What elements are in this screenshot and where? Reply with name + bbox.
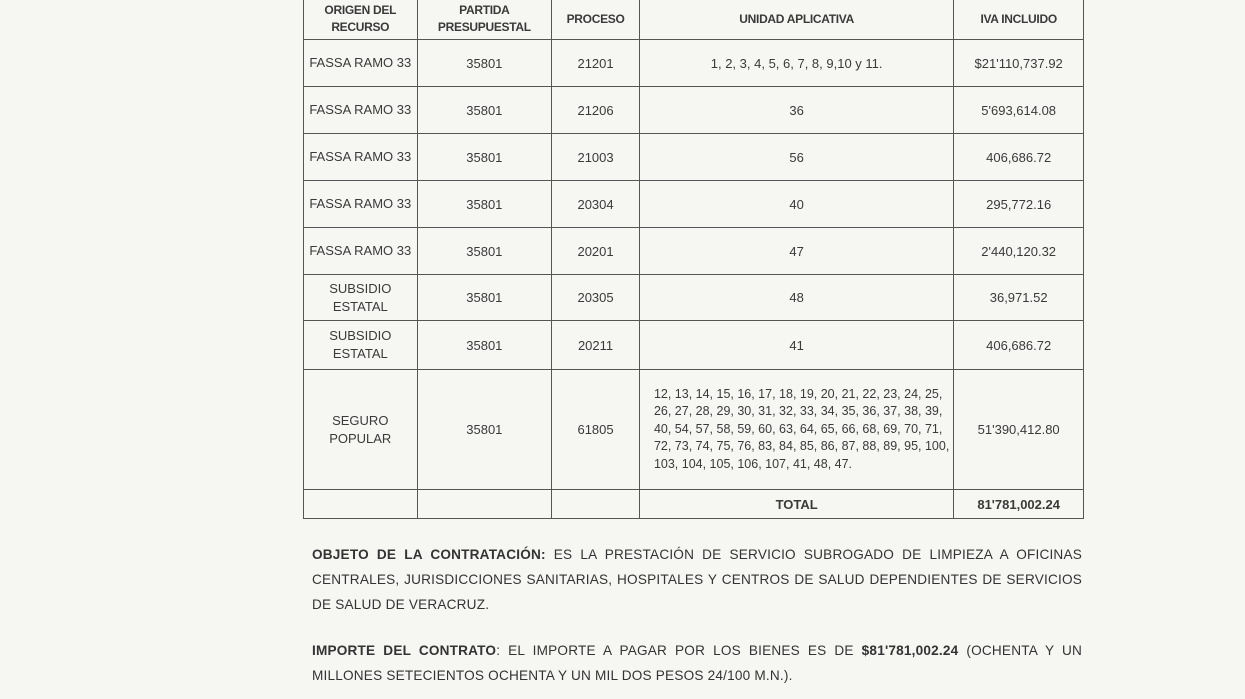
proceso-cell: 20211: [552, 321, 640, 370]
importe-cell: 36,971.52: [954, 275, 1084, 321]
origen-cell: SEGURO POPULAR: [304, 370, 418, 490]
partida-cell: 35801: [417, 134, 552, 181]
table-row: [304, 181, 1084, 228]
unidad-cell: 41: [639, 321, 953, 370]
importe-paragraph: [312, 638, 1082, 688]
partida-cell: 35801: [417, 321, 552, 370]
origen-cell: FASSA RAMO 33: [304, 134, 418, 181]
table-row: [304, 370, 1084, 490]
table-row: [304, 228, 1084, 275]
total-row: [304, 490, 1084, 519]
importe-amount: $81'781,002.24: [861, 643, 959, 658]
importe-cell: 406,686.72: [954, 321, 1084, 370]
proceso-cell: 21201: [552, 40, 640, 87]
proceso-cell: 21003: [552, 134, 640, 181]
table-row: [304, 321, 1084, 370]
importe-label: IMPORTE DEL CONTRATO: [312, 643, 497, 658]
importe-cell: $21'110,737.92: [954, 40, 1084, 87]
header-unidad: UNIDAD APLICATIVA: [639, 0, 953, 40]
origen-cell: SUBSIDIO ESTATAL: [304, 275, 418, 321]
total-label: TOTAL: [639, 490, 953, 519]
proceso-cell: 20201: [552, 228, 640, 275]
unidad-cell: 1, 2, 3, 4, 5, 6, 7, 8, 9,10 y 11.: [639, 40, 953, 87]
partida-cell: 35801: [417, 228, 552, 275]
partida-cell: 35801: [417, 275, 552, 321]
objeto-label: OBJETO DE LA CONTRATACIÓN:: [312, 547, 546, 562]
table-row: [304, 275, 1084, 321]
partida-cell: 35801: [417, 87, 552, 134]
unidad-cell: 40: [639, 181, 953, 228]
budget-table: [303, 0, 1084, 519]
unidad-cell: 12, 13, 14, 15, 16, 17, 18, 19, 20, 21, 22, 23, 24, 25, 26, 27, 28, 29, 30, 31, 32, 33, 34, 35, 36, 37, 38, 39, 40, 54, 57, 58, 59, 60, 63, 64, 65, 66, 68, 69, 70, 71, 72, 73, 74, 75, 76, 83, 84, 85, 86, 87, 88, 89, 95, 100, 103, 104, 105, 106, 107, 41, 48, 47.: [639, 370, 953, 490]
empty-cell: [304, 490, 418, 519]
importe-cell: 295,772.16: [954, 181, 1084, 228]
table-row: [304, 134, 1084, 181]
importe-text: : EL IMPORTE A PAGAR POR LOS BIENES ES DE: [496, 643, 862, 658]
origen-cell: FASSA RAMO 33: [304, 228, 418, 275]
partida-cell: 35801: [417, 40, 552, 87]
unidad-cell: 36: [639, 87, 953, 134]
table-row: [304, 87, 1084, 134]
importe-text-words: (OCHENTA Y UN MILLONES SETECIENTOS OCHENTA Y UN MIL DOS PESOS 24/100 M.N.).: [312, 643, 1082, 683]
importe-cell: 51'390,412.80: [954, 370, 1084, 490]
origen-cell: SUBSIDIO ESTATAL: [304, 321, 418, 370]
header-partida: PARTIDA PRESUPUESTAL: [417, 0, 552, 40]
partida-cell: 35801: [417, 370, 552, 490]
proceso-cell: 20305: [552, 275, 640, 321]
table-header-row: [304, 0, 1084, 40]
header-proceso: PROCESO: [552, 0, 640, 40]
objeto-paragraph: [312, 542, 1082, 617]
unidad-cell: 47: [639, 228, 953, 275]
unidad-cell: 48: [639, 275, 953, 321]
origen-cell: FASSA RAMO 33: [304, 87, 418, 134]
empty-cell: [552, 490, 640, 519]
importe-cell: 406,686.72: [954, 134, 1084, 181]
importe-cell: 2'440,120.32: [954, 228, 1084, 275]
proceso-cell: 21206: [552, 87, 640, 134]
unidad-cell: 56: [639, 134, 953, 181]
proceso-cell: 20304: [552, 181, 640, 228]
importe-cell: 5'693,614.08: [954, 87, 1084, 134]
proceso-cell: 61805: [552, 370, 640, 490]
total-value: 81'781,002.24: [954, 490, 1084, 519]
origen-cell: FASSA RAMO 33: [304, 40, 418, 87]
header-origen: ORIGEN DEL RECURSO: [304, 0, 418, 40]
header-iva: IVA INCLUIDO: [954, 0, 1084, 40]
table-row: [304, 40, 1084, 87]
origen-cell: FASSA RAMO 33: [304, 181, 418, 228]
empty-cell: [417, 490, 552, 519]
partida-cell: 35801: [417, 181, 552, 228]
objeto-text: ES LA PRESTACIÓN DE SERVICIO SUBROGADO DE LIMPIEZA A OFICINAS CENTRALES, JURISDICCIONES SANITARIAS, HOSPITALES Y CENTROS DE SALUD DEPENDIENTES DE SERVICIOS DE SALUD DE VERACRUZ.: [312, 547, 1082, 612]
